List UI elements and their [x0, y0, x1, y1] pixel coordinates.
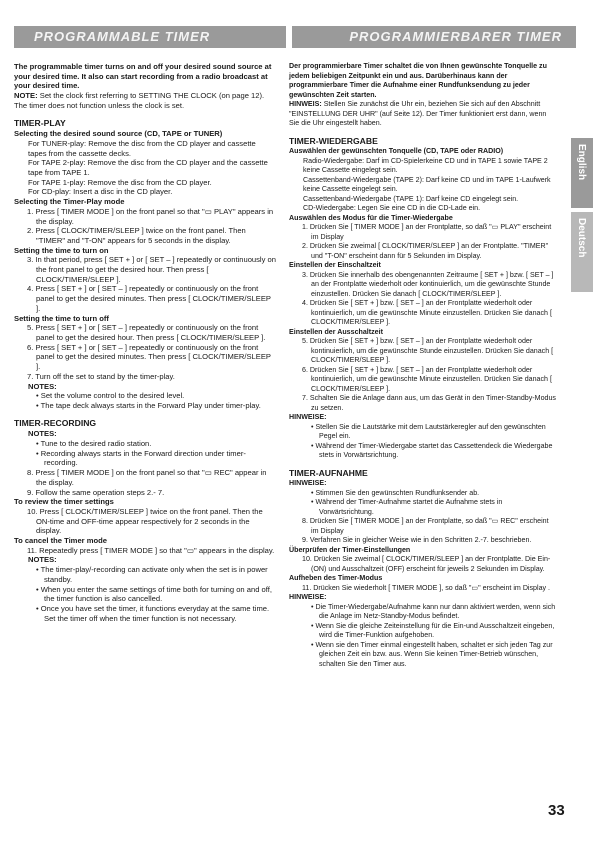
subheading-set-on: Setting the time to turn on [14, 245, 109, 255]
step-5: 5. Press [ SET + ] or [ SET – ] repeatedly or continuously on the front panel to get the desired hour. Then press [ CLOCK/TIMER/SLEEP ]. [27, 323, 266, 342]
step-4: 4. Drücken Sie [ SET + ] bzw. [ SET – ] an der Frontplatte wiederholt oder kontinuierlich, um die gewünschte Minute einzustellen. Drücken Sie danach [ CLOCK/TIMER/SLEEP ]. [302, 299, 552, 326]
header-banner-en [14, 26, 286, 48]
note-item: • Tune to the desired radio station. [36, 439, 152, 449]
notes-label: HINWEISE: [289, 479, 327, 487]
german-column [289, 62, 557, 669]
section-heading-timer-play: TIMER-WIEDERGABE [289, 135, 378, 146]
notes-label: NOTES: [28, 555, 57, 565]
subheading-set-off: Setting the time to turn off [14, 313, 109, 323]
instruction-cd: For CD-play: Insert a disc in the CD player. [28, 187, 173, 197]
note-label: NOTE: [14, 91, 38, 101]
step-3: 3. Drücken Sie innerhalb des obengenannten Zeitraume [ SET + ] bzw. [ SET – ] an der Frontplatte wiederholt oder kontinuierlich, um die gewünschte Stunde einzustellen. Drücken Sie danach [ CLOCK/TIMER/SLEEP ]. [302, 270, 554, 298]
subheading-select-source: Selecting the desired sound source (CD, TAPE or TUNER) [14, 129, 223, 139]
subheading-set-on: Einstellen der Einschaltzeit [289, 261, 381, 269]
note-item: • The timer-play/-recording can activate only when the set is in power standby. [36, 565, 268, 584]
subheading-review: To review the timer settings [14, 497, 114, 507]
subheading-review: Überprüfen der Timer-Einstellungen [289, 545, 411, 554]
page-title-en: PROGRAMMABLE TIMER [34, 29, 211, 44]
section-heading-timer-recording: TIMER-RECORDING [14, 417, 97, 428]
language-tab-english-label: English [576, 144, 587, 181]
subheading-cancel: Aufheben des Timer-Modus [289, 574, 383, 582]
step-8: 8. Drücken Sie [ TIMER MODE ] an der Frontplatte, so daß "▭ REC" erscheint im Display [302, 517, 549, 535]
page-number: 33 [548, 802, 565, 819]
step-7: 7. Schalten Sie die Anlage dann aus, um das Gerät in den Timer-Standby-Modus zu setzen. [302, 394, 556, 412]
note-item: • Wenn Sie die gleiche Zeiteinstellung für die Ein-und Ausschaltzeit eingeben, wird die Timer-Funktion aufgehoben. [311, 621, 555, 639]
note-text: Set the clock first referring to SETTING THE CLOCK (on page 12). The timer does not function unless the clock is set. [14, 91, 265, 110]
subheading-select-source: Auswählen der gewünschten Tonquelle (CD, TAPE oder RADIO) [289, 147, 504, 155]
note-item: • Während der Timer-Wiedergabe startet das Cassettendeck die Wiedergabe stets in Vorwärtsrichtung. [311, 441, 553, 459]
language-tab-english [571, 138, 593, 208]
step-8: 8. Press [ TIMER MODE ] on the front panel so that "▭ REC" appear in the display. [27, 468, 267, 487]
section-heading-timer-play: TIMER-PLAY [14, 117, 66, 128]
step-2: 2. Drücken Sie zweimal [ CLOCK/TIMER/SLEEP ] an der Frontplatte. "TIMER" und "T-ON" erscheint dann für 5 Sekunden im Display. [302, 242, 549, 260]
subheading-select-mode: Selecting the Timer-Play mode [14, 197, 125, 207]
subheading-cancel: To cancel the Timer mode [14, 536, 107, 546]
section-heading-timer-recording: TIMER-AUFNAHME [289, 467, 368, 478]
step-1: 1. Press [ TIMER MODE ] on the front panel so that "▭ PLAY" appears in the display. [27, 206, 274, 226]
note-block [289, 100, 557, 129]
step-9: 9. Verfahren Sie in gleicher Weise wie in den Schritten 2.-7. beschrieben. [302, 536, 532, 544]
step-4: 4. Press [ SET + ] or [ SET – ] repeatedly or continuously on the front panel to get the desired minutes. Then press [ CLOCK/TIMER/SLEEP ]. [27, 284, 271, 313]
step-9: 9. Follow the same operation steps 2.- 7. [27, 487, 165, 497]
step-3: 3. In that period, press [ SET + ] or [ SET – ] repeatedly or continuously on the front panel to get the desired hour. Then press [ CLOCK/TIMER/SLEEP ]. [27, 255, 276, 284]
page-title-de: PROGRAMMIERBARER TIMER [349, 29, 562, 44]
instruction-tuner: For TUNER-play: Remove the disc from the CD player and cassette tapes from the cassette decks. [28, 138, 256, 158]
notes-label: HINWEISE: [289, 413, 327, 421]
note-text: Stellen Sie zunächst die Uhr ein, beziehen Sie sich auf den Abschnitt "EINSTELLUNG DER UHR" (auf Seite 12). Der Timer funktioniert erst dann, wenn Sie die Uhr eingestellt haben. [289, 100, 547, 127]
step-10: 10. Press [ CLOCK/TIMER/SLEEP ] twice on the front panel. Then the ON-time and OFF-time appear respectively for 2 seconds in the display. [27, 506, 263, 536]
note-item: • Stellen Sie die Lautstärke mit dem Lautstärkeregler auf den gewünschten Pegel ein. [311, 422, 546, 440]
english-column [14, 62, 276, 623]
note-item: • The tape deck always starts in the Forward Play under timer-play. [36, 400, 261, 410]
note-item: • Die Timer-Wiedergabe/Aufnahme kann nur dann aktiviert werden, wenn sich die Anlage im Netz-Standby-Modus befindet. [311, 602, 556, 620]
note-label: HINWEIS: [289, 100, 322, 108]
note-item: • Während der Timer-Aufnahme startet die Aufnahme stets in Vorwärtsrichtung. [311, 498, 503, 516]
step-2: 2. Press [ CLOCK/TIMER/SLEEP ] twice on the front panel. Then "TIMER" and "T-ON" appears for 5 seconds in the display. [27, 226, 246, 245]
language-tab-german [571, 212, 593, 292]
step-5: 5. Drücken Sie [ SET + ] bzw. [ SET – ] an der Frontplatte wiederholt oder kontinuierlich, um die gewünschte Stunde einzustellen. Drücken Sie danach [ CLOCK/TIMER/SLEEP ]. [302, 337, 554, 364]
instruction-tape2: For TAPE 2-play: Remove the disc from the CD player and the cassette tape from TAPE 1. [28, 158, 268, 178]
step-11: 11. Drücken Sie wiederholt [ TIMER MODE ], so daß "▭" erscheint im Display . [302, 583, 551, 592]
note-item: • Once you have set the timer, it functions everyday at the same time. Set the timer off when the timer function is not necessary. [36, 603, 270, 623]
intro-text: The programmable timer turns on and off your desired sound source at your desired time. It also can start recording from a radio broadcast at your desired time. [14, 62, 272, 91]
subheading-set-off: Einstellen der Ausschaltzeit [289, 327, 383, 336]
step-7: 7. Turn off the set to stand by the timer-play. [27, 371, 175, 381]
instruction-cd: CD-Wiedergabe: Legen Sie eine CD in die CD-Lade ein. [303, 204, 481, 212]
note-item: • When you enter the same settings of time both for turning on and off, the timer function is also cancelled. [36, 584, 272, 604]
step-1: 1. Drücken Sie [ TIMER MODE ] an der Frontplatte, so daß "▭ PLAY" erscheint im Display [302, 223, 552, 241]
language-tab-german-label: Deutsch [576, 218, 587, 258]
instruction-tape2: Cassettenband-Wiedergabe (TAPE 2): Darf keine CD und im TAPE 1-Laufwerk keine Cassette eingelegt sein. [303, 175, 551, 193]
notes-label: NOTES: [28, 429, 57, 439]
intro-text: Der programmierbare Timer schaltet die von Ihnen gewünschte Tonquelle zu jedem beliebigen Zeitpunkt ein und aus. Darüberhinaus kann der programmierbare Timer die Aufnahme einer Rundfunksendung zu jeder gewünschten Zeit starten. [289, 62, 547, 99]
step-6: 6. Press [ SET + ] or [ SET – ] repeatedly or continuously on the front panel to get the desired minutes. Then press [ CLOCK/TIMER/SLEEP ]. [27, 342, 271, 372]
note-item: • Set the volume control to the desired level. [36, 391, 185, 401]
note-item: • Wenn sie den Timer einmal eingestellt haben, schaltet er sich jeden Tag zur gleichen Zeit ein bzw. aus. Wenn Sie keinen Timer-Betrieb wünschen, schalten Sie den Timer aus. [311, 640, 553, 668]
instruction-tape1: For TAPE 1-play: Remove the disc from the CD player. [28, 177, 212, 187]
instruction-tape1: Cassettenband-Wiedergabe (TAPE 1): Darf keine CD eingelegt sein. [303, 194, 519, 203]
note-item: • Recording always starts in the Forward direction under timer-recording. [36, 448, 246, 468]
subheading-select-mode: Auswählen des Modus für die Timer-Wiedergabe [289, 213, 453, 222]
notes-label: NOTES: [28, 381, 57, 391]
instruction-tuner: Radio-Wiedergabe: Darf im CD-Spielerkeine CD und in TAPE 1 sowie TAPE 2 keine Cassette eingelegt sein. [303, 156, 548, 174]
note-block [14, 91, 276, 110]
step-11: 11. Repeatedly press [ TIMER MODE ] so that "▭" appears in the display. [27, 545, 275, 555]
step-6: 6. Drücken Sie [ SET + ] bzw. [ SET – ] an der Frontplatte wiederholt oder kontinuierlich, um die gewünschte Minute einzustellen. Drücken Sie danach [ CLOCK/TIMER/SLEEP ]. [302, 365, 552, 393]
header-banner-de [292, 26, 576, 48]
note-item: • Stimmen Sie den gewünschten Rundfunksender ab. [311, 488, 480, 497]
notes-label: HINWEISE: [289, 593, 327, 601]
step-10: 10. Drücken Sie zweimal [ CLOCK/TIMER/SLEEP ] an der Frontplatte. Die Ein-(ON) und Ausschaltzeit (OFF) erscheint für jeweils 2 Sekunden im Display. [302, 555, 551, 573]
